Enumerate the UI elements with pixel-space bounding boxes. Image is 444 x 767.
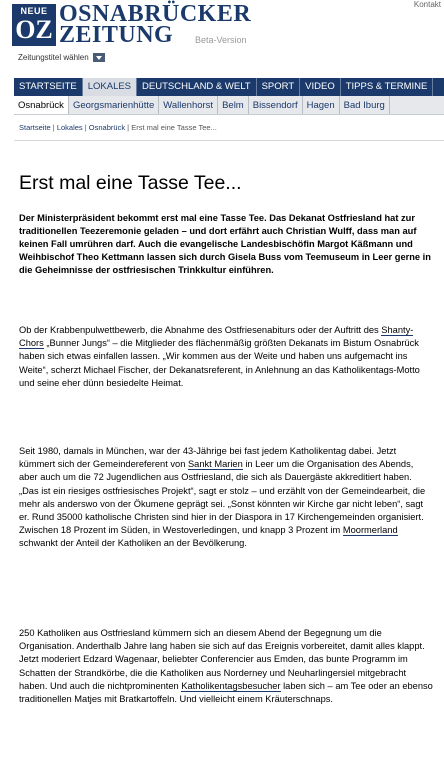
logo-neue-text: NEUE [20, 6, 48, 16]
breadcrumb-separator: | [50, 123, 57, 132]
local-tab-bad-iburg[interactable]: Bad Iburg [340, 96, 390, 114]
article-paragraph-1 [19, 324, 433, 390]
paragraph-text: 250 Katholiken aus Ostfriesland kümmern sich an diesem Abend der Begegnung um die Organisation. Anderthalb Jahre lang haben sie sich auf das Ereignis vorbereitet, damit alles klappt. Jetzt moderiert Edzard Wagenaar, beliebter Conferencier aus Emden, das bunte Programm im Schatten der Strandkörbe, die die Katholiken aus Norderney und Neuharlingersiel mitgebracht haben. Und auch die nichtprominenten [19, 628, 425, 691]
breadcrumb [19, 123, 217, 132]
local-navigation [14, 96, 444, 115]
link-katholikentagsbesucher[interactable]: Katholikentagsbesucher [181, 680, 281, 691]
nav-tab-lokales[interactable]: LOKALES [83, 78, 137, 96]
local-tab-bissendorf[interactable]: Bissendorf [249, 96, 303, 114]
paragraph-text: Ob der Krabbenpulwettbewerb, die Abnahme des Ostfriesenabiturs oder der Auftritt des [19, 325, 382, 335]
article-title: Erst mal eine Tasse Tee... [19, 172, 242, 194]
article-lead: Der Ministerpräsident bekommt erst mal eine Tasse Tee. Das Dekanat Ostfriesland hat zur traditionellen Teezeremonie geladen – und dort erfährt auch Christian Wulff, dass man auf keinen Fall umrühren darf. Auch die evangelische Landesbischöfin Margot Käßmann und Weihbischof Theo Kettmann lassen sich durch Gisela Buss vom Teemuseum in Leer gerne in die Geheimnisse der ostfriesischen Trinkkultur einführen. [19, 213, 431, 276]
paragraph-text: „Bunner Jungs“ – die Mitglieder des flächenmäßig größten Dekanats im Bistum Osnabrück haben sich etwas einfallen lassen. „Wir kommen aus der Weite und haben uns aufgemacht ins Weite“, scherzt Michael Fischer, der Dekanatsreferent, in Anlehnung an das Katholikentags-Motto und seine eher dünn besiedelte Heimat. [19, 338, 420, 388]
nav-tab-video[interactable]: VIDEO [300, 78, 341, 96]
paragraph-text: schwankt der Anteil der Katholiken an der Bevölkerung. [19, 538, 247, 549]
local-tab-hagen[interactable]: Hagen [303, 96, 340, 114]
paragraph-text: in Leer um die Organisation des Abends, aber auch um die 72 Jugendlichen aus Ostfriesland, die sich als Dauergäste akkreditiert haben. „Das ist ein riesiges ostfriesisches Projekt“, sagt er stolz – und erzählt von der Gemeindearbeit, die mehr als anderswo von der Ökumene geprägt sei. „Sonst könnten wir Kirche gar nicht leben“, sagt er. Rund 35000 katholische Christen sind hier in der Diaspora in 17 Kirchengemeinden organisiert. Zwischen 18 Prozent im Süden, in Westoverledingen, und knapp 3 Prozent im [19, 459, 426, 536]
article-paragraph-3 [19, 627, 433, 706]
link-sankt-marien[interactable]: Sankt Marien [187, 459, 243, 470]
main-navigation [14, 78, 444, 96]
site-header [0, 0, 444, 78]
link-shanty-chors[interactable]: Shanty-Chors [19, 325, 414, 349]
breadcrumb-current: Erst mal eine Tasse Tee... [131, 123, 217, 132]
article-paragraph-2 [19, 445, 433, 551]
breadcrumb-separator: | [125, 123, 132, 132]
breadcrumb-startseite[interactable]: Startseite [19, 123, 51, 132]
beta-label: Beta-Version [195, 35, 247, 45]
nav-tab-tipps-termine[interactable]: TIPPS & TERMINE [341, 78, 434, 96]
edition-label: Zeitungstitel wählen [18, 53, 89, 62]
logo-line-1: OSNABRÜCKER [59, 1, 252, 27]
nav-tab-startseite[interactable]: STARTSEITE [14, 78, 83, 96]
paragraph-text: laben sich – am Tee oder an ebenso traditionellen Matjes mit Bratkartoffeln. Und vielleicht einem Kräuterschnaps. [19, 680, 433, 705]
edition-selector[interactable] [18, 53, 105, 62]
local-tab-wallenhorst[interactable]: Wallenhorst [159, 96, 218, 114]
local-tab-belm[interactable]: Belm [218, 96, 249, 114]
breadcrumb-osnabrueck[interactable]: Osnabrück [88, 123, 126, 132]
nav-tab-deutschland-welt[interactable]: DEUTSCHLAND & WELT [137, 78, 257, 96]
local-tab-georgsmarienhuette[interactable]: Georgsmarienhütte [69, 96, 159, 114]
link-moormerland[interactable]: Moormerland [342, 525, 398, 536]
logo-line-2: ZEITUNG [59, 22, 174, 48]
breadcrumb-lokales[interactable]: Lokales [56, 123, 83, 132]
logo-mark [12, 4, 56, 46]
contact-link[interactable]: Kontakt [413, 0, 441, 9]
paragraph-text: Seit 1980, damals in München, war der 43-Jährige bei fast jedem Katholikentag dabei. Jetzt kümmert sich der Gemeindereferent von [19, 446, 397, 470]
dropdown-arrow-icon[interactable] [93, 53, 105, 62]
breadcrumb-separator: | [82, 123, 89, 132]
local-tab-osnabrueck[interactable]: Osnabrück [14, 96, 69, 114]
logo-oz-text: OZ [15, 15, 53, 44]
divider [14, 140, 444, 141]
nav-tab-sport[interactable]: SPORT [257, 78, 301, 96]
